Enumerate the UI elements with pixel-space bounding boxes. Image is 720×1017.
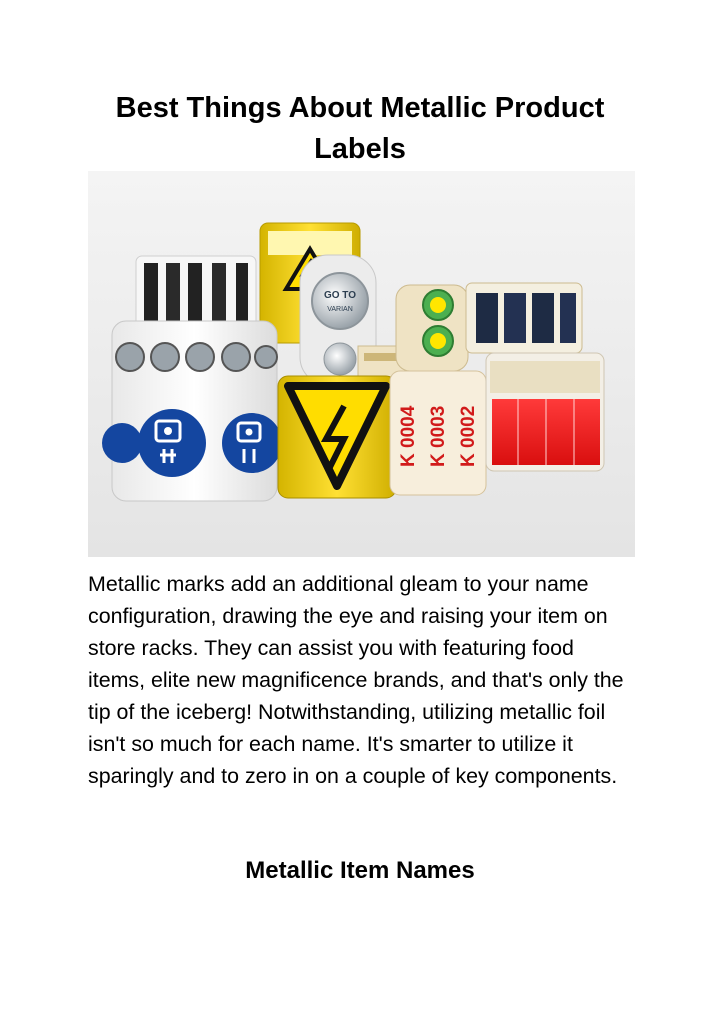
green-seal-roll <box>396 285 468 371</box>
page-title: Best Things About Metallic Product Labels <box>115 92 605 165</box>
blue-plug-label-roll <box>102 321 282 501</box>
dark-label-roll <box>466 283 582 353</box>
roll-code-3: K 0002 <box>458 405 479 467</box>
seal-brand: VARIAN <box>327 306 353 313</box>
high-voltage-label-roll <box>278 376 396 498</box>
intro-paragraph: Metallic marks add an additional gleam to your name configuration, drawing the eye and raising your item on store racks. They can assist you with featuring food items, elite new magnificence brands, and that's only the tip of the iceberg! Notwithstanding, utilizing metallic foil isn't so much for each name. It's smarter to utilize it sparingly and to zero in on a couple of key components. <box>88 572 624 788</box>
seal-text: GO TO <box>323 290 357 301</box>
label-rolls-photo <box>88 171 635 557</box>
red-label-roll <box>486 353 604 471</box>
roll-code-1: K 0004 <box>398 405 419 467</box>
section-heading: Metallic Item Names <box>245 857 475 884</box>
roll-code-2: K 0003 <box>428 405 449 467</box>
k-code-label-roll <box>390 371 486 495</box>
